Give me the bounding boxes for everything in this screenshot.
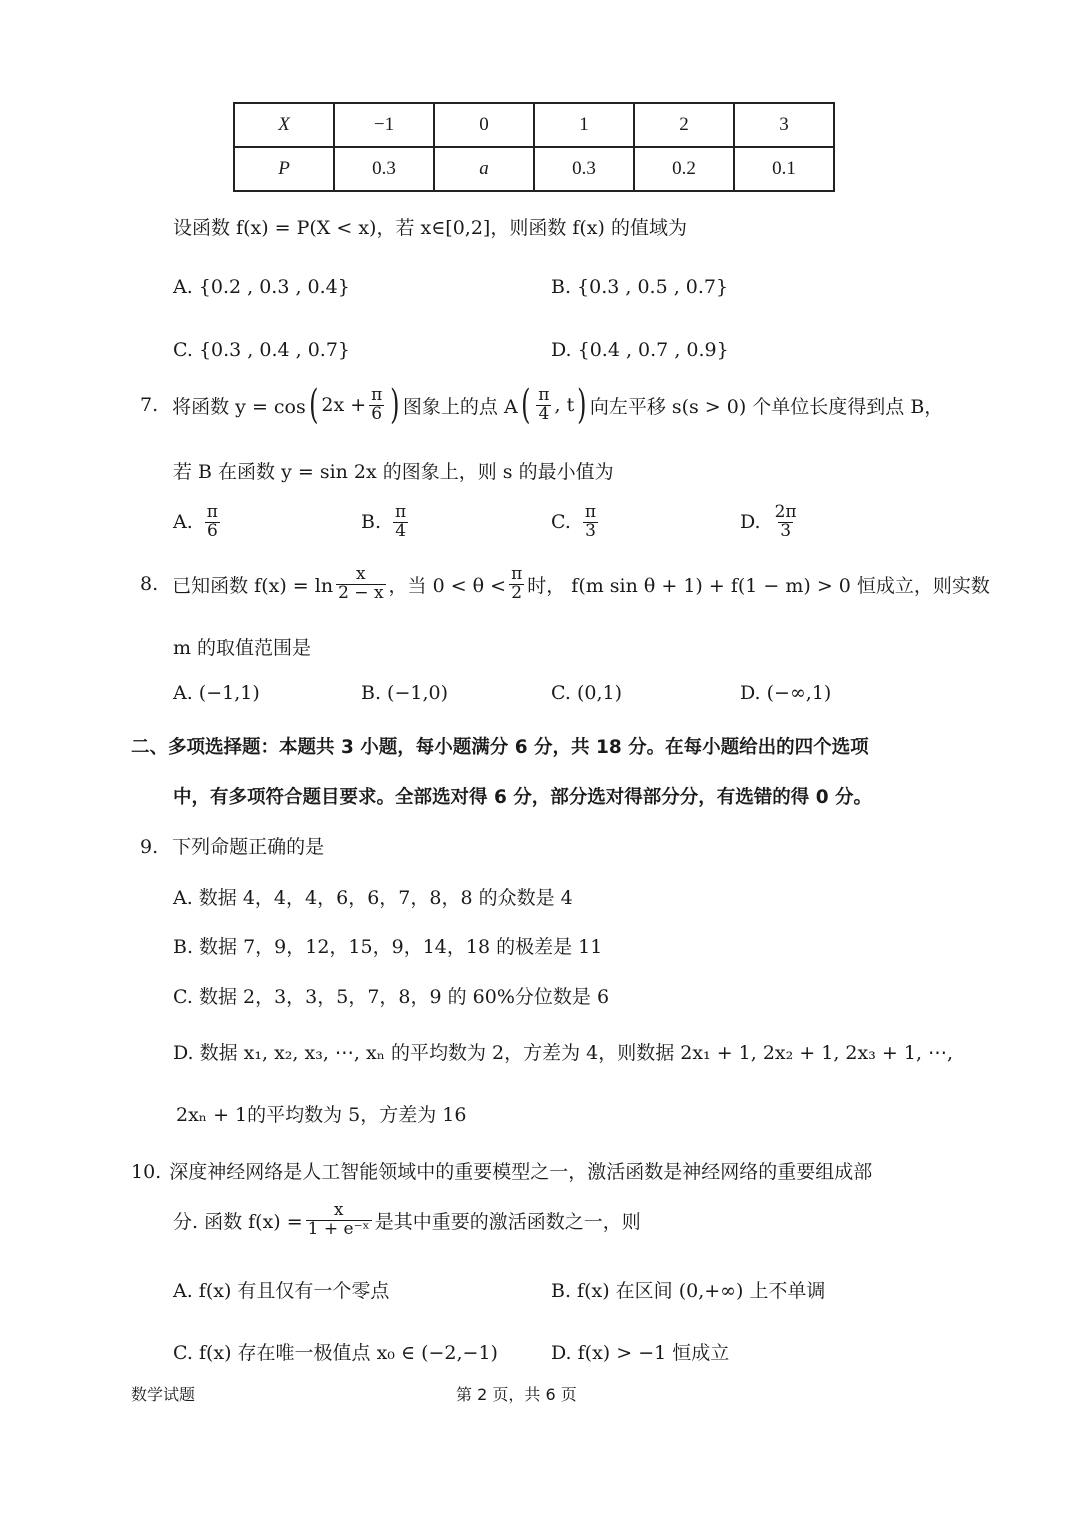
q9-stem [140,832,324,859]
section-heading-line2: 中，有多项符合题目要求。全部选对得 6 分，部分选对得部分分，有选错的得 0 分。 [173,787,873,808]
footer-subject: 数学试题 [131,1385,196,1404]
q7-text: 2x + [321,394,367,416]
q10-text: 分. 函数 f(x) = [173,1210,303,1233]
q8-option-b: B. (−1,0) [361,682,449,704]
q8-option-c: C. (0,1) [551,682,622,704]
q9-option-b: B. 数据 7，9，12，15，9，14，18 的极差是 11 [173,936,603,958]
distribution-table [233,102,835,192]
fraction [393,504,408,541]
left-paren-icon: ( [308,382,319,428]
q10-option-c: C. f(x) 存在唯一极值点 x₀ ∈ (−2,−1) [173,1342,498,1364]
q8-line1 [140,566,990,603]
table-cell: 0.2 [634,147,734,191]
q6-option-a: A. {0.2 , 0.3 , 0.4} [173,276,350,298]
table-cell: 2 [634,103,734,147]
q9-text: 下列命题正确的是 [172,836,325,858]
table-cell: 0.3 [534,147,634,191]
fraction-denominator: 2 [511,582,523,603]
fraction [773,504,799,541]
fraction-numerator: x [356,564,366,584]
fraction-denominator: 2 − x [338,582,384,603]
option-label: B. [361,511,382,534]
fraction-numerator: 2π [774,502,797,522]
option-label: A. [173,511,193,534]
right-paren-icon: ) [390,382,400,428]
q7-text: 将函数 y = cos [172,395,306,418]
fraction [369,384,384,424]
q7-option-a [173,504,223,541]
q9-option-d-cont: 2xₙ + 1的平均数为 5，方差为 16 [176,1104,467,1126]
fraction-denominator: 6 [206,520,218,541]
fraction-numerator: π [584,502,597,522]
footer-page-number: 第 2 页，共 6 页 [456,1385,577,1404]
q8-text: ，当 0 < θ < [388,574,507,597]
fraction-numerator: π [371,384,383,405]
q10-text: 是其中重要的激活函数之一，则 [374,1210,641,1233]
fraction [509,566,524,603]
q6-option-c: C. {0.3 , 0.4 , 0.7} [173,339,351,361]
fraction-numerator: π [538,384,550,405]
q8-option-d: D. (−∞,1) [740,682,832,704]
fraction-numerator: π [395,502,407,522]
q10-option-d: D. f(x) > −1 恒成立 [551,1342,730,1364]
left-paren-icon: ( [520,382,531,428]
q10-line1 [131,1157,872,1184]
q6-option-b: B. {0.3 , 0.5 , 0.7} [551,276,729,298]
fraction [205,504,220,541]
q8-option-a: A. (−1,1) [173,682,260,704]
table-cell: 0.1 [734,147,834,191]
q7-option-d [740,504,802,541]
fraction [336,566,385,603]
q10-option-a: A. f(x) 有且仅有一个零点 [173,1280,390,1302]
q7-option-b [361,504,411,541]
table-cell: 0.3 [334,147,434,191]
fraction-numerator: π [511,564,523,584]
q7-option-c [551,504,601,541]
q7-line2: 若 B 在函数 y = sin 2x 的图象上，则 s 的最小值为 [173,461,614,483]
table-cell: a [434,147,534,191]
fraction-denominator: 3 [585,520,596,541]
q9-option-d: D. 数据 x₁, x₂, x₃, ⋯, xₙ 的平均数为 2，方差为 4，则数据 2x₁ + 1, 2x₂ + 1, 2x₃ + 1, ⋯, [173,1042,954,1064]
section-heading: 二、多项选择题：本题共 3 小题，每小题满分 6 分，共 18 分。在每小题给出的四个选项 [131,737,869,758]
fraction-denominator: 4 [395,520,407,541]
table-cell: −1 [334,103,434,147]
q10-text: 深度神经网络是人工智能领域中的重要模型之一，激活函数是神经网络的重要组成部 [169,1161,873,1183]
fraction-denominator: 4 [538,403,550,424]
q10-option-b: B. f(x) 在区间 (0,+∞) 上不单调 [551,1280,826,1302]
option-label: C. [551,511,571,534]
fraction-numerator: x [333,1200,344,1220]
q7-line1 [140,382,944,428]
q7-text: 图象上的点 A [402,395,518,418]
q8-text: 时， f(m sin θ + 1) + f(1 − m) > 0 恒成立，则实数 [527,574,990,597]
right-paren-icon: ) [577,382,587,428]
q10-line2 [173,1202,641,1239]
fraction [536,384,551,424]
q9-number: 9. [140,836,159,858]
q7-text: 向左平移 s(s > 0) 个单位长度得到点 B， [589,395,944,418]
table-cell: 1 [534,103,634,147]
fraction-denominator: 6 [371,403,383,424]
table-cell: 0 [434,103,534,147]
fraction-denominator: 3 [780,520,792,541]
fraction [306,1202,372,1239]
fraction [583,504,598,541]
option-label: D. [740,511,761,534]
q6-stem: 设函数 f(x) = P(X < x)，若 x∈[0,2]，则函数 f(x) 的值域为 [173,217,687,239]
q9-option-c: C. 数据 2，3，3，5，7，8，9 的 60%分位数是 6 [173,986,610,1008]
fraction-denominator: 1 + e⁻ˣ [307,1218,370,1239]
table-row [234,103,834,147]
q10-number: 10. [131,1161,162,1183]
table-cell: P [234,147,334,191]
table-row [234,147,834,191]
table-cell: 3 [734,103,834,147]
q7-number: 7. [140,394,159,416]
q7-text: , t [554,394,575,416]
q9-option-a: A. 数据 4，4，4，6，6，7，8，8 的众数是 4 [173,887,573,909]
q8-line2: m 的取值范围是 [173,637,312,659]
q6-option-d: D. {0.4 , 0.7 , 0.9} [551,339,729,361]
q8-number: 8. [140,573,159,596]
fraction-numerator: π [206,502,218,522]
q8-text: 已知函数 f(x) = ln [172,574,334,597]
table-cell: X [234,103,334,147]
